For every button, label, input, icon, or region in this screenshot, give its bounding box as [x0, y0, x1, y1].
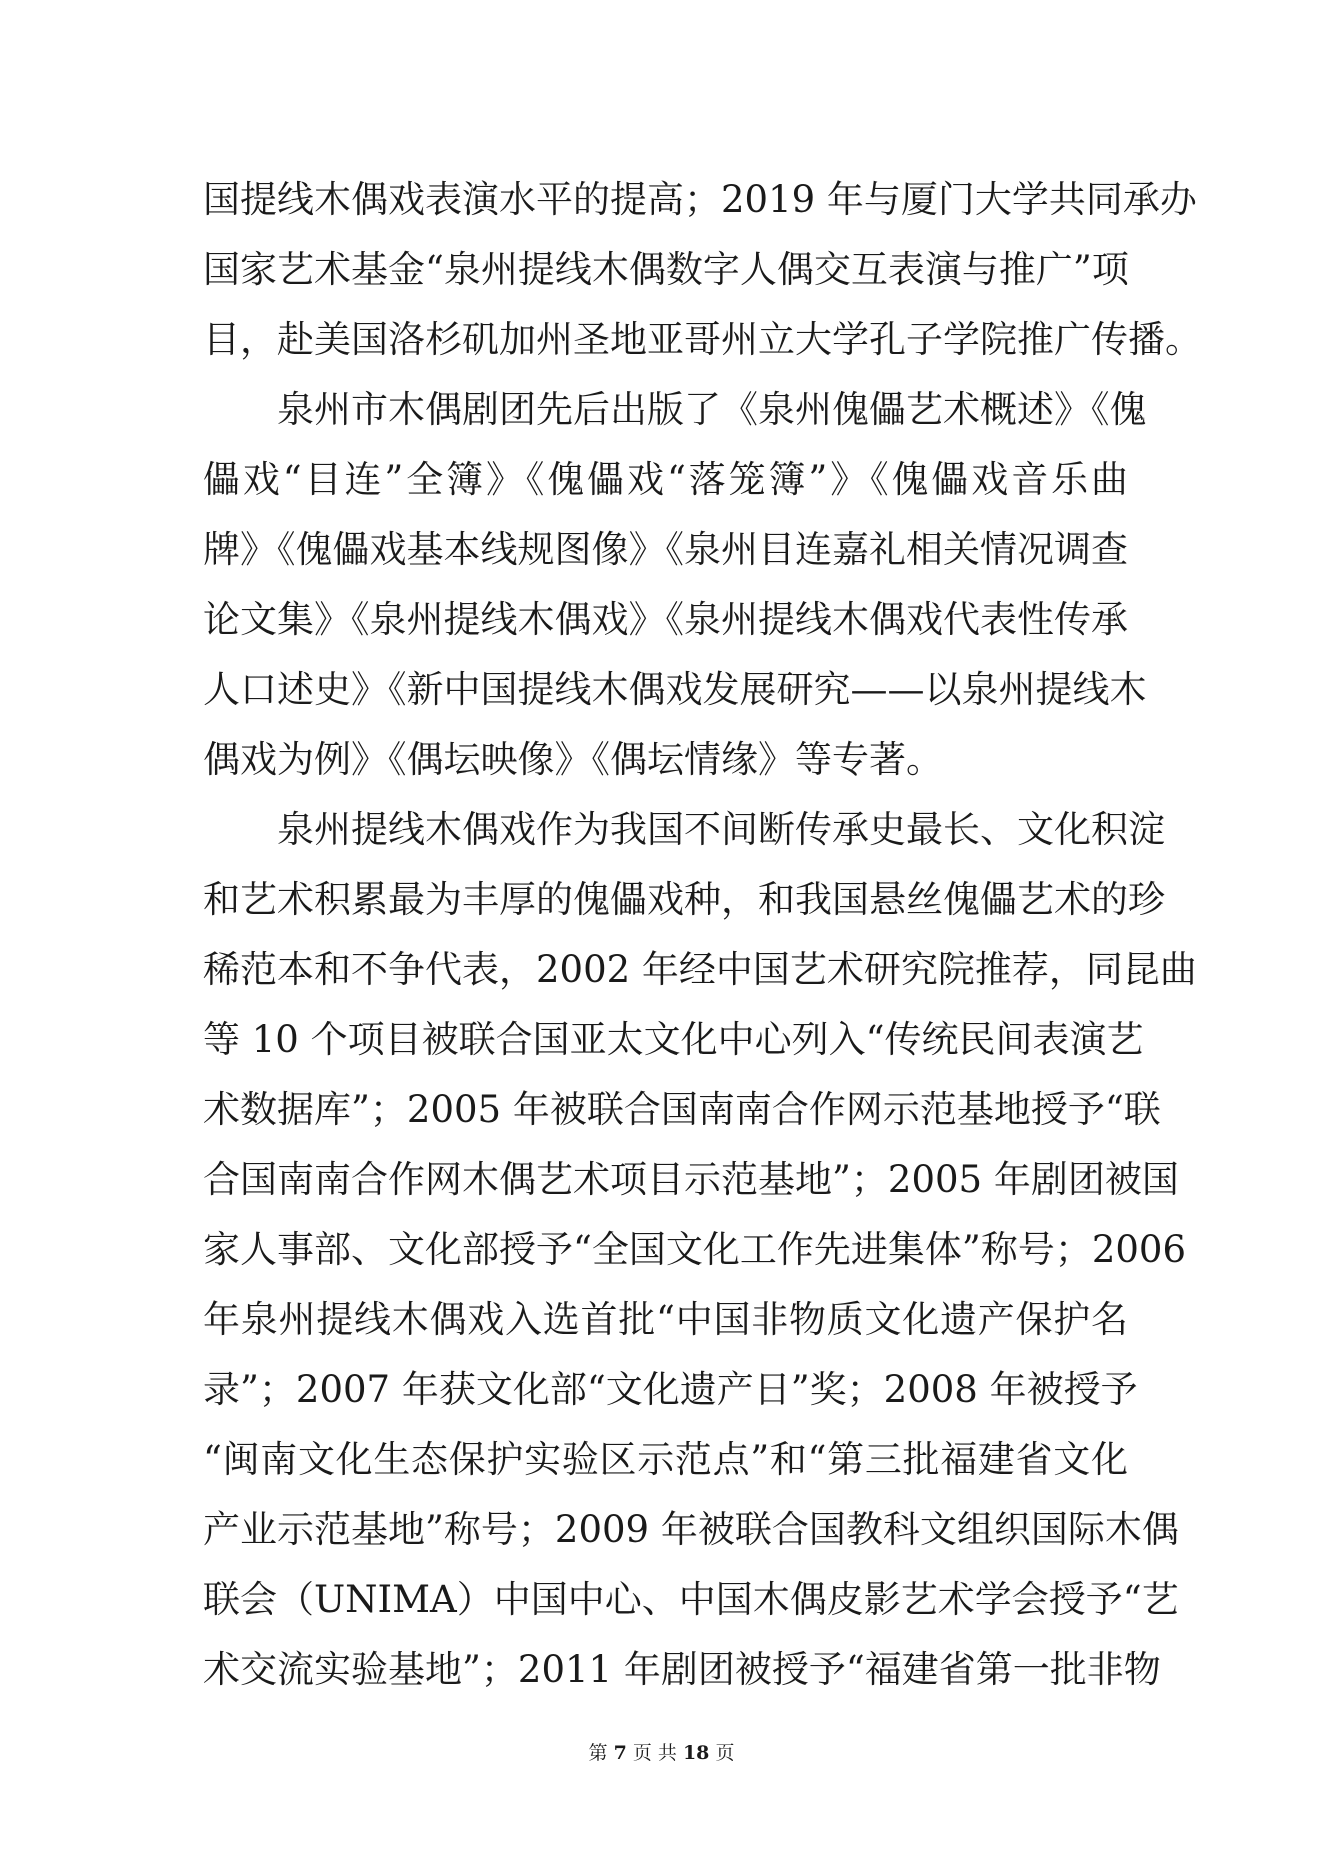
footer-prefix: 第: [588, 1742, 614, 1764]
text-line: 术交流实验基地”；2011 年剧团被授予“福建省第一批非物: [203, 1648, 1161, 1691]
text-line: 国提线木偶戏表演水平的提高；2019 年与厦门大学共同承办: [203, 178, 1197, 221]
current-page-number: 7: [613, 1742, 627, 1764]
text-line: 术数据库”；2005 年被联合国南南合作网示范基地授予“联: [203, 1088, 1161, 1131]
text-line: 稀范本和不争代表，2002 年经中国艺术研究院推荐，同昆曲: [203, 948, 1197, 991]
text-line: 论文集》《泉州提线木偶戏》《泉州提线木偶戏代表性传承: [203, 598, 1128, 641]
page-footer: [0, 1738, 1323, 1765]
text-line: 产业示范基地”称号；2009 年被联合国教科文组织国际木偶: [203, 1508, 1179, 1551]
text-line: 家人事部、文化部授予“全国文化工作先进集体”称号；2006: [203, 1228, 1186, 1271]
text-line: 年泉州提线木偶戏入选首批“中国非物质文化遗产保护名: [203, 1298, 1128, 1341]
text-line: 联会（UNIMA）中国中心、中国木偶皮影艺术学会授予“艺: [203, 1578, 1179, 1621]
text-line: 合国南南合作网木偶艺术项目示范基地”；2005 年剧团被国: [203, 1158, 1179, 1201]
text-line: 等 10 个项目被联合国亚太文化中心列入“传统民间表演艺: [203, 1018, 1144, 1061]
paragraph-first-line: 泉州市木偶剧团先后出版了《泉州傀儡艺术概述》《傀: [277, 388, 1147, 431]
text-line: 偶戏为例》《偶坛映像》《偶坛情缘》等专著。: [203, 738, 943, 781]
footer-middle: 页 共: [626, 1742, 683, 1764]
text-line: 目，赴美国洛杉矶加州圣地亚哥州立大学孔子学院推广传播。: [203, 318, 1202, 361]
text-line: “闽南文化生态保护实验区示范点”和“第三批福建省文化: [203, 1438, 1128, 1481]
text-line: 和艺术积累最为丰厚的傀儡戏种，和我国悬丝傀儡艺术的珍: [203, 878, 1165, 921]
paragraph-first-line: 泉州提线木偶戏作为我国不间断传承史最长、文化积淀: [277, 808, 1165, 851]
text-line: 人口述史》《新中国提线木偶戏发展研究——以泉州提线木: [203, 668, 1147, 711]
text-line: 儡戏“目连”全簿》《傀儡戏“落笼簿”》《傀儡戏音乐曲: [203, 458, 1128, 501]
text-line: 牌》《傀儡戏基本线规图像》《泉州目连嘉礼相关情况调查: [203, 528, 1128, 571]
total-page-count: 18: [682, 1742, 710, 1764]
body-text: [203, 165, 1202, 1705]
text-line: 录”；2007 年获文化部“文化遗产日”奖；2008 年被授予: [203, 1368, 1138, 1411]
footer-suffix: 页: [709, 1742, 735, 1764]
text-line: 国家艺术基金“泉州提线木偶数字人偶交互表演与推广”项: [203, 248, 1129, 291]
